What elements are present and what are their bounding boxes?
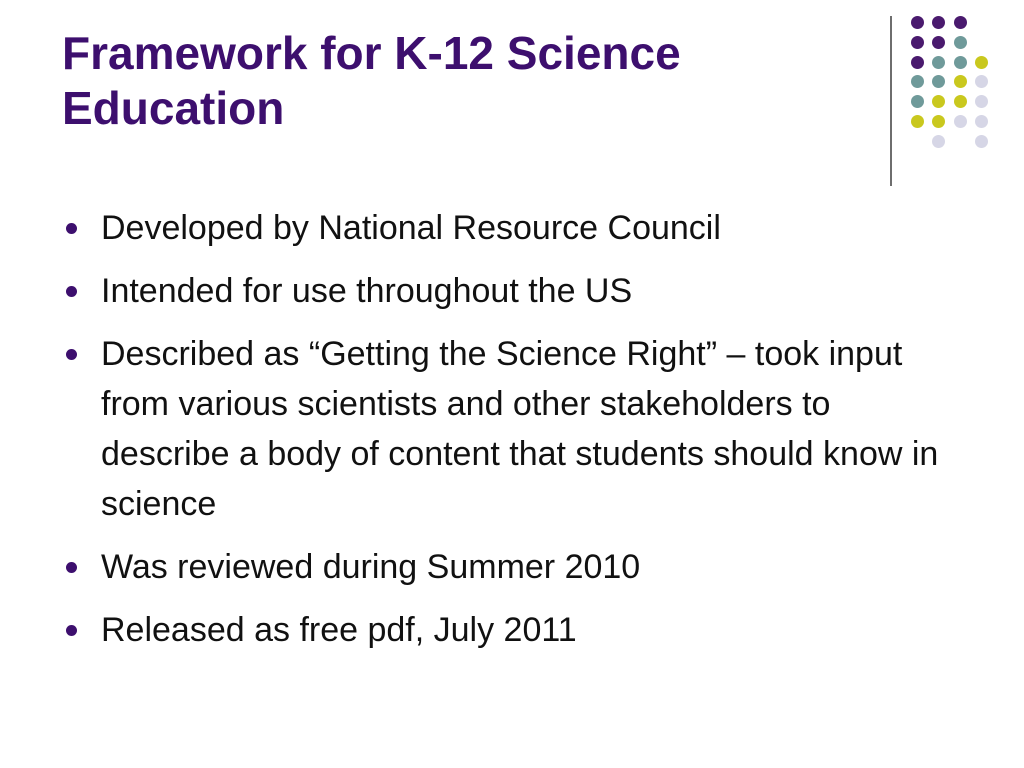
decorative-dot [911, 16, 924, 29]
bullet-text: Described as “Getting the Science Right” – took input from various scientists and other stakeholders to describe a body of content that students should know in science [101, 335, 939, 523]
decorative-dot [911, 95, 924, 108]
decorative-dot [954, 95, 967, 108]
bullet-text: Released as free pdf, July 2011 [101, 611, 577, 649]
title-line-1: Framework for K-12 Science [62, 27, 681, 79]
bullet-list [62, 203, 962, 668]
decorative-dot [932, 36, 945, 49]
decorative-dot [911, 75, 924, 88]
decorative-dot [954, 36, 967, 49]
bullet-text: Developed by National Resource Council [101, 209, 721, 247]
decorative-dot [932, 75, 945, 88]
decorative-dot [954, 16, 967, 29]
bullet-item [62, 605, 962, 655]
decorative-dot [975, 115, 988, 128]
decorative-dot [911, 56, 924, 69]
decorative-dot [954, 115, 967, 128]
decorative-dot [975, 56, 988, 69]
title-line-2: Education [62, 82, 285, 134]
decorative-dot [932, 95, 945, 108]
decorative-dot [932, 16, 945, 29]
slide-title [62, 26, 862, 136]
decorative-dot [911, 115, 924, 128]
bullet-item [62, 329, 962, 529]
decorative-dot [932, 56, 945, 69]
decorative-dot [954, 75, 967, 88]
vertical-divider [890, 16, 892, 186]
decorative-dot [932, 115, 945, 128]
decorative-dot [975, 135, 988, 148]
decorative-dot [932, 135, 945, 148]
bullet-text: Intended for use throughout the US [101, 272, 633, 310]
bullet-item [62, 542, 962, 592]
decorative-dot [954, 56, 967, 69]
decorative-dot [911, 36, 924, 49]
bullet-marker [66, 625, 77, 636]
bullet-marker [66, 286, 77, 297]
bullet-item [62, 203, 962, 253]
decorative-dot [975, 95, 988, 108]
bullet-marker [66, 223, 77, 234]
bullet-marker [66, 349, 77, 360]
bullet-text: Was reviewed during Summer 2010 [101, 548, 641, 586]
decorative-dot [975, 75, 988, 88]
bullet-item [62, 266, 962, 316]
bullet-marker [66, 562, 77, 573]
